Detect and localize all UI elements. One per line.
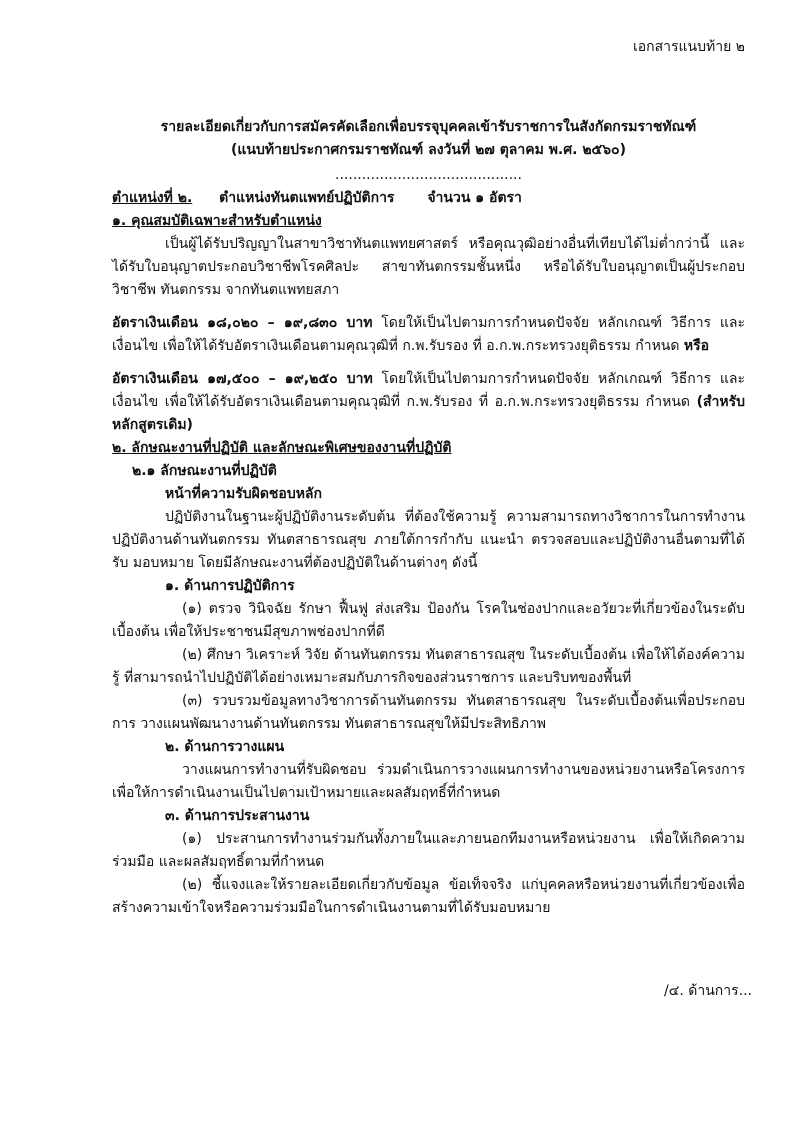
duty-heading: หน้าที่ความรับผิดชอบหลัก: [165, 486, 322, 502]
area3-item-paragraph: [112, 828, 745, 874]
area2-line: วางแผนการทำงานที่รับผิดชอบ ร่วมดำเนินการวางแผนการทำงานของหน่วยงานหรือโครงการ: [182, 762, 745, 778]
section2-sub: ๒.๑ ลักษณะงานที่ปฏิบัติ: [132, 463, 277, 479]
area3-item-cont: และผลสัมฤทธิ์ตามที่กำหนด: [158, 854, 325, 870]
area1-heading: ๑. ด้านการปฏิบัติการ: [165, 578, 295, 594]
salary-1-suffix: หรือ: [683, 338, 710, 354]
salary-1-label: อัตราเงินเดือน ๑๘,๐๒๐ – ๑๙,๘๓๐ บาท: [112, 315, 373, 331]
area2-paragraph: [112, 759, 745, 805]
position-name: ตำแหน่งทันตแพทย์ปฏิบัติการ: [219, 190, 395, 206]
salary-1: [112, 312, 745, 358]
salary-2: [112, 368, 745, 437]
attachment-label: เอกสารแนบท้าย ๒: [632, 39, 745, 55]
duty-intro-paragraph: [112, 506, 745, 575]
area1-item-cont: ที่สามารถนำไปปฏิบัติได้อย่างเหมาะสมกับภารกิจของส่วนราชการ และบริบทของพื้นที่: [123, 670, 632, 686]
position-line: [112, 187, 745, 210]
duty-intro-line: ปฏิบัติงานในฐานะผู้ปฏิบัติงานระดับต้น ที่ต้องใช้ความรู้ ความสามารถทางวิชาการในการทำงาน: [165, 509, 745, 525]
area1-item: (๑) ตรวจ วินิจฉัย รักษา ฟื้นฟู ส่งเสริม ป้องกัน โรคในช่องปากและอวัยวะที่เกี่ยวข้องในระดับเบื้องต้น: [112, 601, 745, 640]
area1-item-paragraph: [112, 690, 745, 736]
title-line-2: (แนบท้ายประกาศกรมราชทัณฑ์ ลงวันที่ ๒๗ ตุลาคม พ.ศ. ๒๕๖๐): [230, 142, 626, 158]
area3-heading: ๓. ด้านการประสานงาน: [165, 808, 310, 824]
area3-item: (๒) ชี้แจงและให้รายละเอียดเกี่ยวกับข้อมูล ข้อเท็จจริง แก่บุคคลหรือหน่วยงานที่เกี่ยวข้องเพื่อ: [182, 877, 745, 893]
salary-2-label: อัตราเงินเดือน ๑๗,๕๐๐ – ๑๙,๒๕๐ บาท: [112, 371, 373, 387]
title-line-1: รายละเอียดเกี่ยวกับการสมัครคัดเลือกเพื่อบรรจุบุคคลเข้ารับราชการในสังกัดกรมราชทัณฑ์: [160, 119, 697, 135]
duty-intro-line: ปฏิบัติงานด้านทันตกรรม ทันตสาธารณสุข ภายใต้การกำกับ แนะนำ ตรวจสอบและปฏิบัติงานอื่นตามที่ได้รับ: [112, 532, 745, 571]
salary-2-text2: เพื่อให้ได้รับอัตราเงินเดือนตามคุณวุฒิที่ ก.พ.รับรอง ที่ อ.ก.พ.กระทรวงยุติธรรม กำหนด: [164, 394, 690, 410]
area1-item-paragraph: [112, 644, 745, 690]
qualification-line: ทันตกรรม จากทันตแพทยสภา: [160, 282, 340, 298]
qualification-paragraph: [112, 233, 745, 302]
salary-2-text: โดยให้เป็นไปตามการกำหนดปัจจัย หลักเกณฑ์ วิธีการ และเงื่อนไข: [112, 371, 745, 410]
area1-item: (๒) ศึกษา วิเคราะห์ วิจัย ด้านทันตกรรม ทันตสาธารณสุข ในระดับเบื้องต้น เพื่อให้ได้องค์ความรู้: [112, 647, 745, 686]
salary-1-text2: เพื่อให้ได้รับอัตราเงินเดือนตามคุณวุฒิที่ ก.พ.รับรอง ที่ อ.ก.พ.กระทรวงยุติธรรม กำหนด: [162, 338, 680, 354]
separator: ..........................................: [335, 167, 522, 183]
position-count: จำนวน ๑ อัตรา: [427, 190, 522, 206]
salary-1-text: โดยให้เป็นไปตามการกำหนดปัจจัย หลักเกณฑ์ วิธีการ และเงื่อนไข: [112, 315, 745, 354]
area2-line: เพื่อให้การดำเนินงานเป็นไปตามเป้าหมายและผลสัมฤทธิ์ที่กำหนด: [112, 785, 501, 801]
salary-2-suffix: (สำหรับหลักสูตรเดิม): [112, 394, 746, 433]
section2-heading: ๒. ลักษณะงานที่ปฏิบัติ และลักษณะพิเศษของงานที่ปฏิบัติ: [112, 440, 452, 456]
position-label: ตำแหน่งที่ ๒.: [112, 190, 193, 206]
continuation-note: /๔. ด้านการ...: [664, 983, 752, 999]
qualification-line: ได้รับใบอนุญาตประกอบวิชาชีพโรคศิลปะ สาขาทันตกรรมชั้นหนึ่ง หรือได้รับใบอนุญาตเป็นผู้ประกอบวิชาชีพ: [112, 259, 745, 298]
area1-item-paragraph: [112, 598, 745, 644]
area1-item-cont: เพื่อให้ประชาชนมีสุขภาพช่องปากที่ดี: [164, 624, 385, 640]
area1-item: (๓) รวบรวมข้อมูลทางวิชาการด้านทันตกรรม ทันตสาธารณสุข ในระดับเบื้องต้นเพื่อประกอบการ: [112, 693, 745, 732]
area3-item: (๑) ประสานการทำงานร่วมกันทั้งภายในและภายนอกทีมงานหรือหน่วยงาน เพื่อให้เกิดความร่วมมือ: [112, 831, 745, 870]
area2-heading: ๒. ด้านการวางแผน: [165, 739, 285, 755]
area3-item-paragraph: [112, 874, 745, 920]
area3-item-cont: สร้างความเข้าใจหรือความร่วมมือในการดำเนินงานตามที่ได้รับมอบหมาย: [112, 900, 551, 916]
duty-intro-line: มอบหมาย โดยมีลักษณะงานที่ต้องปฏิบัติในด้านต่างๆ ดังนี้: [132, 555, 478, 571]
qualification-line: เป็นผู้ได้รับปริญญาในสาขาวิชาทันตแพทยศาสตร์ หรือคุณวุฒิอย่างอื่นที่เทียบได้ไม่ต่ำกว่านี้ และ: [165, 236, 745, 252]
section1-heading: ๑. คุณสมบัติเฉพาะสำหรับตำแหน่ง: [112, 213, 322, 229]
area1-item-cont: วางแผนพัฒนางานด้านทันตกรรม ทันตสาธารณสุขให้มีประสิทธิภาพ: [140, 716, 547, 732]
